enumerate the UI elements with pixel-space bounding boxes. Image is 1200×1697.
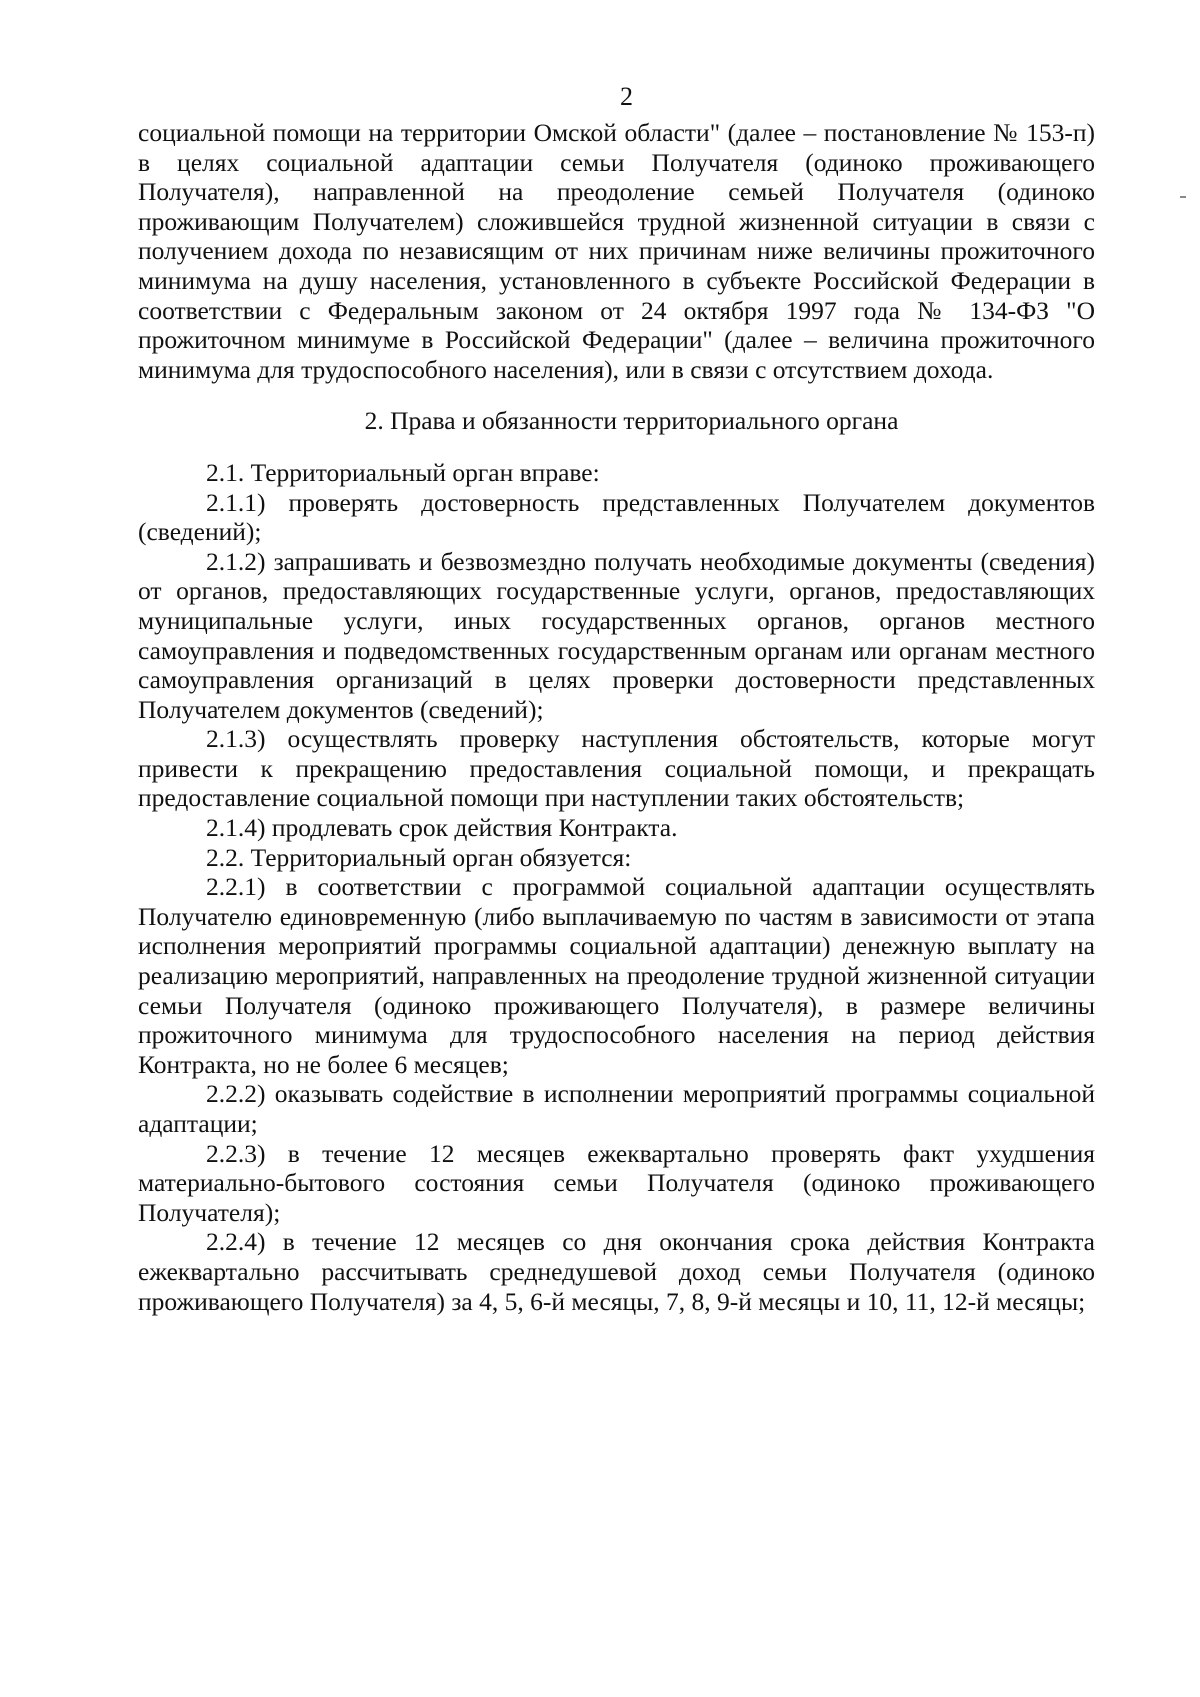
page-number: 2 [620,82,633,111]
paragraph-2-1-2: 2.1.2) запрашивать и безвозмездно получать необходимые документы (сведения) от органов, предоставляющих государственные услуги, органов, предоставляющих муниципальные услуги, иных государственных органов, органов местного самоуправления и подведомственных государственным органам или органам местного самоуправления организаций в целях проверки достоверности представленных Получателем документов (сведений); [138,546,1095,724]
paragraph-2-1: 2.1. Территориальный орган вправе: [206,457,600,487]
section-heading: 2. Права и обязанности территориального органа [364,406,899,436]
document-body [138,118,1095,1316]
paragraph-2-2: 2.2. Территориальный орган обязуется: [206,842,632,872]
scan-mark [1180,196,1186,198]
paragraph-2-2-2: 2.2.2) оказывать содействие в исполнении мероприятий программы социальной адаптации; [138,1079,1095,1138]
paragraph-2-1-3: 2.1.3) осуществлять проверку наступления обстоятельств, которые могут привести к прекращению предоставления социальной помощи, и прекращать предоставление социальной помощи при наступлении таких обстоятельств; [138,724,1095,813]
paragraph-intro: социальной помощи на территории Омской области" (далее – постановление № 153-п) в целях социальной адаптации семьи Получателя (одиноко проживающего Получателя), направленной на преодоление семьей Получателя (одиноко проживающим Получателем) сложившейся трудной жизненной ситуации в связи с получением дохода по независящим от них причинам ниже величины прожиточного минимума на душу населения, установленного в субъекте Российской Федерации в соответствии с Федеральным законом от 24 октября 1997 года № 134-ФЗ "О прожиточном минимуме в Российской Федерации" (далее – величина прожиточного минимума для трудоспособного населения), или в связи с отсутствием дохода. [138,118,1095,384]
paragraph-2-1-1: 2.1.1) проверять достоверность представленных Получателем документов (сведений); [138,487,1095,547]
paragraph-2-2-4: 2.2.4) в течение 12 месяцев со дня окончания срока действия Контракта ежеквартально рассчитывать среднедушевой доход семьи Получателя (одиноко проживающего Получателя) за 4, 5, 6-й месяцы, 7, 8, 9-й месяцы и 10, 11, 12-й месяцы; [138,1227,1095,1316]
paragraph-2-2-1: 2.2.1) в соответствии с программой социальной адаптации осуществлять Получателю единовременную (либо выплачиваемую по частям в зависимости от этапа исполнения мероприятий программы социальной адаптации) денежную выплату на реализацию мероприятий, направленных на преодоление трудной жизненной ситуации семьи Получателя (одиноко проживающего Получателя), в размере величины прожиточного минимума для трудоспособного населения на период действия Контракта, но не более 6 месяцев; [138,872,1095,1079]
paragraph-2-2-3: 2.2.3) в течение 12 месяцев ежеквартально проверять факт ухудшения материально-бытового состояния семьи Получателя (одиноко проживающего Получателя); [138,1138,1095,1227]
paragraph-2-1-4: 2.1.4) продлевать срок действия Контракта. [206,813,678,843]
